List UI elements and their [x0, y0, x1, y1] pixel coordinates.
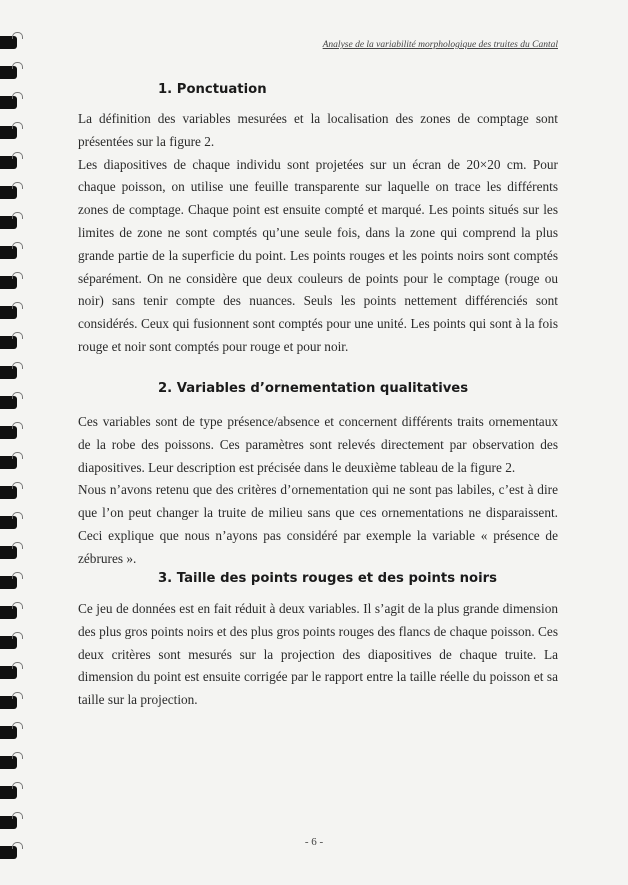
- binding-ring: [0, 696, 17, 709]
- paragraph: La définition des variables mesurées et la localisation des zones de comptage sont présentées sur la figure 2.: [78, 111, 558, 149]
- binding-ring: [0, 366, 17, 379]
- section-heading: [158, 571, 497, 586]
- section-body: [78, 411, 558, 571]
- binding-ring: [0, 126, 17, 139]
- binding-ring: [0, 336, 17, 349]
- binding-ring: [0, 516, 17, 529]
- binding-ring: [0, 606, 17, 619]
- section-number: 2.: [158, 381, 173, 396]
- running-header: Analyse de la variabilité morphologique des truites du Cantal: [322, 40, 558, 50]
- section-title: Variables d’ornementation qualitatives: [176, 381, 469, 396]
- section-title: Ponctuation: [176, 82, 267, 97]
- binding-ring: [0, 396, 17, 409]
- binding-ring: [0, 66, 17, 79]
- section-body: [78, 598, 558, 712]
- binding-ring: [0, 576, 17, 589]
- section-heading: [158, 381, 468, 396]
- paragraph: Ce jeu de données est en fait réduit à deux variables. Il s’agit de la plus grande dimension des plus gros points noirs et des plus gros points rouges des flancs de chaque poisson. Ces deux critères sont mesurés sur la projection des diapositives de chaque truite. La dimension du point est ensuite corrigée par le rapport entre la taille réelle du poisson et sa taille sur la projection.: [78, 601, 558, 708]
- binding-ring: [0, 216, 17, 229]
- page-number: - 6 -: [304, 836, 324, 848]
- section-number: 3.: [158, 571, 173, 586]
- binding-ring: [0, 276, 17, 289]
- paragraph: Nous n’avons retenu que des critères d’ornementation qui ne sont pas labiles, c’est à dire que l’on peut changer la truite de milieu sans que ces ornementations ne disparaissent. Ceci explique que nous n’ayons pas considéré par exemple la variable « présence de zébrures ».: [78, 482, 558, 566]
- binding-ring: [0, 666, 17, 679]
- binding-ring: [0, 246, 17, 259]
- binding-ring: [0, 96, 17, 109]
- binding-ring: [0, 306, 17, 319]
- section-heading: [158, 82, 267, 97]
- paragraph: Ces variables sont de type présence/absence et concernent différents traits ornementaux de la robe des poissons. Ces paramètres sont relevés directement par observation des diapositives. Leur description est précisée dans le deuxième tableau de la figure 2.: [78, 414, 558, 475]
- binding-ring: [0, 816, 17, 829]
- binding-ring: [0, 636, 17, 649]
- binding-ring: [0, 426, 17, 439]
- section-body: [78, 108, 558, 359]
- binding-ring: [0, 156, 17, 169]
- binding-ring: [0, 726, 17, 739]
- binding-ring: [0, 186, 17, 199]
- binding-ring: [0, 36, 17, 49]
- binding-ring: [0, 786, 17, 799]
- section-number: 1.: [158, 82, 173, 97]
- spiral-binding: [0, 0, 22, 885]
- binding-ring: [0, 756, 17, 769]
- binding-ring: [0, 486, 17, 499]
- section-title: Taille des points rouges et des points noirs: [176, 571, 497, 586]
- binding-ring: [0, 456, 17, 469]
- binding-ring: [0, 546, 17, 559]
- paragraph: Les diapositives de chaque individu sont projetées sur un écran de 20×20 cm. Pour chaque poisson, on utilise une feuille transparente sur laquelle on trace les différents zones de comptage. Chaque point est ensuite compté et marqué. Les points situés sur les limites de zone ne sont comptés qu’une seule fois, dans la zone qui comprend la plus grande partie de la superficie du point. Les points rouges et les points noirs sont comptés séparément. On ne considère que deux couleurs de points pour le comptage (rouge ou noir) sans tenir compte des nuances. Seuls les points nettement différenciés sont considérés. Ceux qui fusionnent sont comptés pour une unité. Les points qui sont à la fois rouge et noir sont comptés pour rouge et pour noir.: [78, 156, 558, 354]
